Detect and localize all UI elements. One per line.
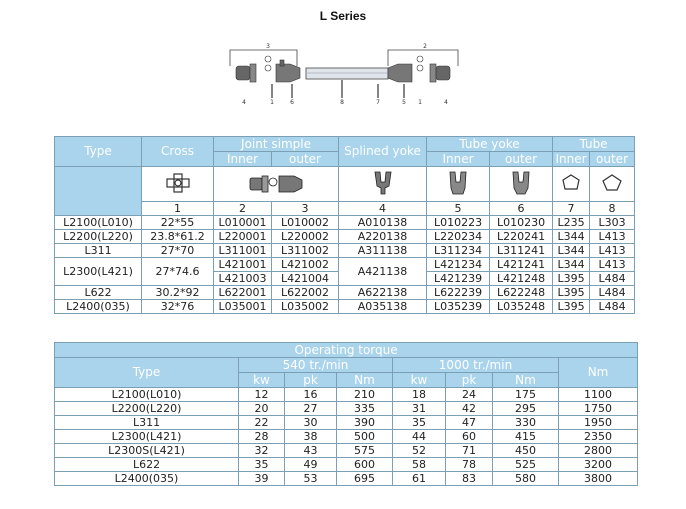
table-cell: L421002 bbox=[272, 258, 339, 272]
col-tubeyoke-outer-header: outer bbox=[490, 152, 553, 167]
tube-yoke-outer-icon bbox=[490, 167, 553, 202]
table-cell: 61 bbox=[393, 472, 446, 486]
table-cell: L220001 bbox=[214, 230, 272, 244]
col-tubeyoke-inner-header: Inner bbox=[427, 152, 490, 167]
table-cell: 330 bbox=[493, 416, 559, 430]
table-cell: L2200(L220) bbox=[55, 230, 142, 244]
col-joint-outer-header: outer bbox=[272, 152, 339, 167]
table-cell: 60 bbox=[446, 430, 493, 444]
col-number: 1 bbox=[142, 202, 214, 216]
col-kw-header: kw bbox=[239, 373, 285, 388]
col-tube-yoke-header: Tube yoke bbox=[427, 137, 553, 152]
table-cell: L2300(L421) bbox=[55, 430, 239, 444]
diagram-label: 4 bbox=[444, 99, 448, 106]
table-cell: 53 bbox=[285, 472, 337, 486]
table-cell: L235 bbox=[553, 216, 590, 230]
table-cell: L2300S(L421) bbox=[55, 444, 239, 458]
table-cell: L311234 bbox=[427, 244, 490, 258]
table-cell: L220234 bbox=[427, 230, 490, 244]
table-cell: L303 bbox=[590, 216, 635, 230]
table-row bbox=[55, 444, 638, 458]
table-cell: 295 bbox=[493, 402, 559, 416]
table-cell: L311002 bbox=[272, 244, 339, 258]
table-cell: 27*70 bbox=[142, 244, 214, 258]
table-cell: L622 bbox=[55, 286, 142, 300]
table-row bbox=[55, 216, 635, 230]
table-cell: 175 bbox=[493, 388, 559, 402]
table-cell: 500 bbox=[337, 430, 393, 444]
table-cell: L622001 bbox=[214, 286, 272, 300]
table-cell: L311 bbox=[55, 416, 239, 430]
table-cell: L010223 bbox=[427, 216, 490, 230]
col-nm-header: Nm bbox=[337, 373, 393, 388]
table-cell: 20 bbox=[239, 402, 285, 416]
table-cell: L395 bbox=[553, 272, 590, 286]
table-cell: L035248 bbox=[490, 300, 553, 314]
diagram-label: 8 bbox=[340, 99, 344, 106]
table-cell: L220002 bbox=[272, 230, 339, 244]
col-number: 2 bbox=[214, 202, 272, 216]
table-cell: L421004 bbox=[272, 272, 339, 286]
table-cell: 525 bbox=[493, 458, 559, 472]
col-tube-outer-header: outer bbox=[590, 152, 635, 167]
table-cell: 39 bbox=[239, 472, 285, 486]
table-cell: L622002 bbox=[272, 286, 339, 300]
diagram-label: 2 bbox=[423, 43, 427, 50]
col-number: 3 bbox=[272, 202, 339, 216]
table-cell: L413 bbox=[590, 230, 635, 244]
table-cell: 47 bbox=[446, 416, 493, 430]
operating-torque-header: Operating torque bbox=[55, 343, 638, 358]
table-row bbox=[55, 388, 638, 402]
col-nm2-header: Nm bbox=[493, 373, 559, 388]
tube-inner-icon bbox=[553, 167, 590, 202]
table-row bbox=[55, 472, 638, 486]
table-row bbox=[55, 416, 638, 430]
table-cell: 38 bbox=[285, 430, 337, 444]
col-joint-simple-header: Joint simple bbox=[214, 137, 339, 152]
table-cell: L311241 bbox=[490, 244, 553, 258]
table-cell: L413 bbox=[590, 244, 635, 258]
table-cell: L220241 bbox=[490, 230, 553, 244]
table-row bbox=[55, 430, 638, 444]
diagram-label: 1 bbox=[418, 99, 422, 106]
table-cell: 42 bbox=[446, 402, 493, 416]
table-cell: 78 bbox=[446, 458, 493, 472]
table-cell: L010230 bbox=[490, 216, 553, 230]
table-cell: A421138 bbox=[339, 258, 427, 286]
table-cell: L2300(L421) bbox=[55, 258, 142, 286]
table-cell: L484 bbox=[590, 286, 635, 300]
diagram-label: 6 bbox=[290, 99, 294, 106]
table-cell: 71 bbox=[446, 444, 493, 458]
type-header-spacer bbox=[55, 167, 142, 216]
table-cell: 575 bbox=[337, 444, 393, 458]
table-cell: A010138 bbox=[339, 216, 427, 230]
table-cell: 390 bbox=[337, 416, 393, 430]
table-cell: L010002 bbox=[272, 216, 339, 230]
col-tube-inner-header: Inner bbox=[553, 152, 590, 167]
table-cell: 23.8*61.2 bbox=[142, 230, 214, 244]
col-pk2-header: pk bbox=[446, 373, 493, 388]
diagram-label: 3 bbox=[266, 43, 270, 50]
table-cell: 30.2*92 bbox=[142, 286, 214, 300]
table-cell: L010001 bbox=[214, 216, 272, 230]
splined-yoke-icon bbox=[339, 167, 427, 202]
table-cell: L421001 bbox=[214, 258, 272, 272]
table-cell: A035138 bbox=[339, 300, 427, 314]
table-cell: 27*74.6 bbox=[142, 258, 214, 286]
diagram-label: 5 bbox=[402, 99, 406, 106]
col-joint-inner-header: Inner bbox=[214, 152, 272, 167]
col-nm-total-header: Nm bbox=[559, 358, 638, 388]
col-cross-header: Cross bbox=[142, 137, 214, 167]
table-cell: L622239 bbox=[427, 286, 490, 300]
table-row bbox=[55, 286, 635, 300]
table-cell: 32 bbox=[239, 444, 285, 458]
table-cell: 1100 bbox=[559, 388, 638, 402]
table-cell: L2400(035) bbox=[55, 300, 142, 314]
col-number: 8 bbox=[590, 202, 635, 216]
tube-outer-icon bbox=[590, 167, 635, 202]
table-cell: L395 bbox=[553, 300, 590, 314]
table-cell: 450 bbox=[493, 444, 559, 458]
tube-yoke-inner-icon bbox=[427, 167, 490, 202]
table-cell: 18 bbox=[393, 388, 446, 402]
table-cell: L311 bbox=[55, 244, 142, 258]
table-cell: 30 bbox=[285, 416, 337, 430]
table-cell: L035001 bbox=[214, 300, 272, 314]
joint-simple-icon bbox=[214, 167, 339, 202]
torque-table bbox=[54, 342, 638, 486]
diagram-label: 7 bbox=[376, 99, 380, 106]
table-cell: L2100(L010) bbox=[55, 216, 142, 230]
table-cell: 12 bbox=[239, 388, 285, 402]
diagram-label: 1 bbox=[270, 99, 274, 106]
table-row bbox=[55, 244, 635, 258]
table-cell: 335 bbox=[337, 402, 393, 416]
diagram-label: 4 bbox=[242, 99, 246, 106]
table-cell: L421248 bbox=[490, 272, 553, 286]
table-cell: 28 bbox=[239, 430, 285, 444]
table-cell: 1950 bbox=[559, 416, 638, 430]
table-cell: L2100(L010) bbox=[55, 388, 239, 402]
parts-table bbox=[54, 136, 635, 314]
table-cell: L2200(L220) bbox=[55, 402, 239, 416]
table-cell: L622248 bbox=[490, 286, 553, 300]
col-type-header: Type bbox=[55, 358, 239, 388]
table-cell: A220138 bbox=[339, 230, 427, 244]
table-cell: L421239 bbox=[427, 272, 490, 286]
table-cell: 210 bbox=[337, 388, 393, 402]
table-cell: L035002 bbox=[272, 300, 339, 314]
table-cell: 43 bbox=[285, 444, 337, 458]
table-cell: L035239 bbox=[427, 300, 490, 314]
table-cell: L421234 bbox=[427, 258, 490, 272]
table-cell: 695 bbox=[337, 472, 393, 486]
table-cell: L395 bbox=[553, 286, 590, 300]
table-cell: 31 bbox=[393, 402, 446, 416]
table-cell: 2800 bbox=[559, 444, 638, 458]
table-cell: 22*55 bbox=[142, 216, 214, 230]
col-type-header: Type bbox=[55, 137, 142, 167]
table-cell: 600 bbox=[337, 458, 393, 472]
table-cell: L344 bbox=[553, 258, 590, 272]
col-1000-header: 1000 tr./min bbox=[393, 358, 559, 373]
table-cell: L311001 bbox=[214, 244, 272, 258]
table-cell: A622138 bbox=[339, 286, 427, 300]
table-cell: L421003 bbox=[214, 272, 272, 286]
table-cell: L344 bbox=[553, 230, 590, 244]
table-row bbox=[55, 300, 635, 314]
table-cell: L484 bbox=[590, 300, 635, 314]
col-tube-header: Tube bbox=[553, 137, 635, 152]
table-cell: 1750 bbox=[559, 402, 638, 416]
driveshaft-diagram bbox=[220, 40, 470, 108]
table-row bbox=[55, 230, 635, 244]
table-cell: 16 bbox=[285, 388, 337, 402]
table-cell: 58 bbox=[393, 458, 446, 472]
table-cell: 3800 bbox=[559, 472, 638, 486]
table-cell: 3200 bbox=[559, 458, 638, 472]
table-cell: 415 bbox=[493, 430, 559, 444]
table-cell: L622 bbox=[55, 458, 239, 472]
table-cell: 2350 bbox=[559, 430, 638, 444]
table-cell: 27 bbox=[285, 402, 337, 416]
col-number: 5 bbox=[427, 202, 490, 216]
col-number: 7 bbox=[553, 202, 590, 216]
table-cell: L413 bbox=[590, 258, 635, 272]
table-row bbox=[55, 458, 638, 472]
col-kw2-header: kw bbox=[393, 373, 446, 388]
table-cell: 35 bbox=[393, 416, 446, 430]
table-cell: L484 bbox=[590, 272, 635, 286]
table-cell: 35 bbox=[239, 458, 285, 472]
table-cell: 22 bbox=[239, 416, 285, 430]
table-cell: L2400(035) bbox=[55, 472, 239, 486]
page-title: L Series bbox=[319, 9, 367, 23]
table-cell: 24 bbox=[446, 388, 493, 402]
col-splined-yoke-header: Splined yoke bbox=[339, 137, 427, 167]
table-row bbox=[55, 402, 638, 416]
col-540-header: 540 tr./min bbox=[239, 358, 393, 373]
table-cell: 83 bbox=[446, 472, 493, 486]
table-cell: A311138 bbox=[339, 244, 427, 258]
col-pk-header: pk bbox=[285, 373, 337, 388]
cross-icon bbox=[142, 167, 214, 202]
col-number: 6 bbox=[490, 202, 553, 216]
table-cell: 32*76 bbox=[142, 300, 214, 314]
table-cell: L344 bbox=[553, 244, 590, 258]
col-number: 4 bbox=[339, 202, 427, 216]
table-cell: 580 bbox=[493, 472, 559, 486]
table-cell: 44 bbox=[393, 430, 446, 444]
table-cell: L421241 bbox=[490, 258, 553, 272]
table-cell: 49 bbox=[285, 458, 337, 472]
table-cell: 52 bbox=[393, 444, 446, 458]
